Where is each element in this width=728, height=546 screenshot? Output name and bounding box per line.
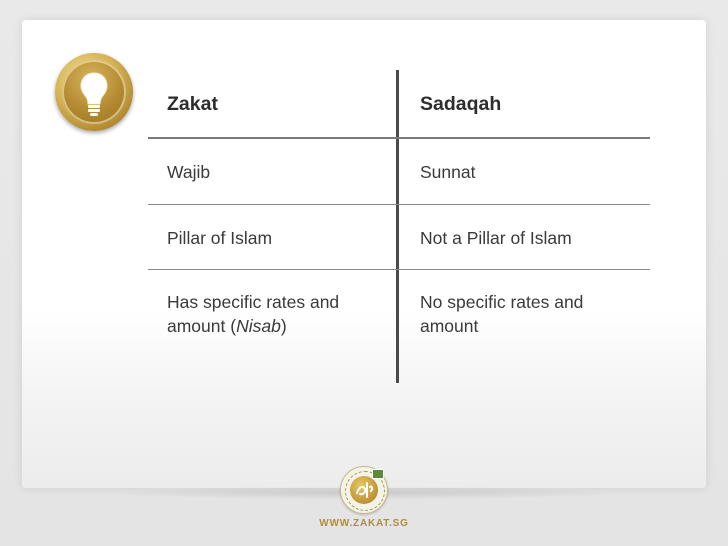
cell-zakat-line2-prefix: amount (	[167, 316, 237, 336]
lightbulb-icon	[55, 53, 133, 131]
cell-zakat-line1: Has specific rates and	[167, 292, 340, 312]
cell-sadaqah: Not a Pillar of Islam	[420, 228, 572, 248]
nisab-term: Nisab	[236, 316, 281, 336]
row-divider	[148, 269, 650, 270]
zakat-logo-icon	[340, 466, 388, 514]
column-divider	[396, 70, 399, 383]
cell-sadaqah-line1: No specific rates and	[420, 292, 584, 312]
cell-sadaqah-line2: amount	[420, 316, 479, 336]
header-sadaqah: Sadaqah	[420, 93, 502, 115]
cell-zakat: Pillar of Islam	[167, 228, 273, 248]
cell-zakat: Wajib	[167, 162, 211, 182]
row-divider	[148, 204, 650, 205]
site-url: WWW.ZAKAT.SG	[319, 518, 409, 529]
comparison-table	[148, 70, 650, 384]
cell-sadaqah: Sunnat	[420, 162, 476, 182]
header-zakat: Zakat	[167, 93, 218, 115]
cell-sadaqah	[420, 290, 640, 338]
row-divider	[148, 137, 650, 139]
cell-zakat-line2-suffix: )	[280, 316, 287, 336]
cell-zakat	[167, 290, 387, 338]
